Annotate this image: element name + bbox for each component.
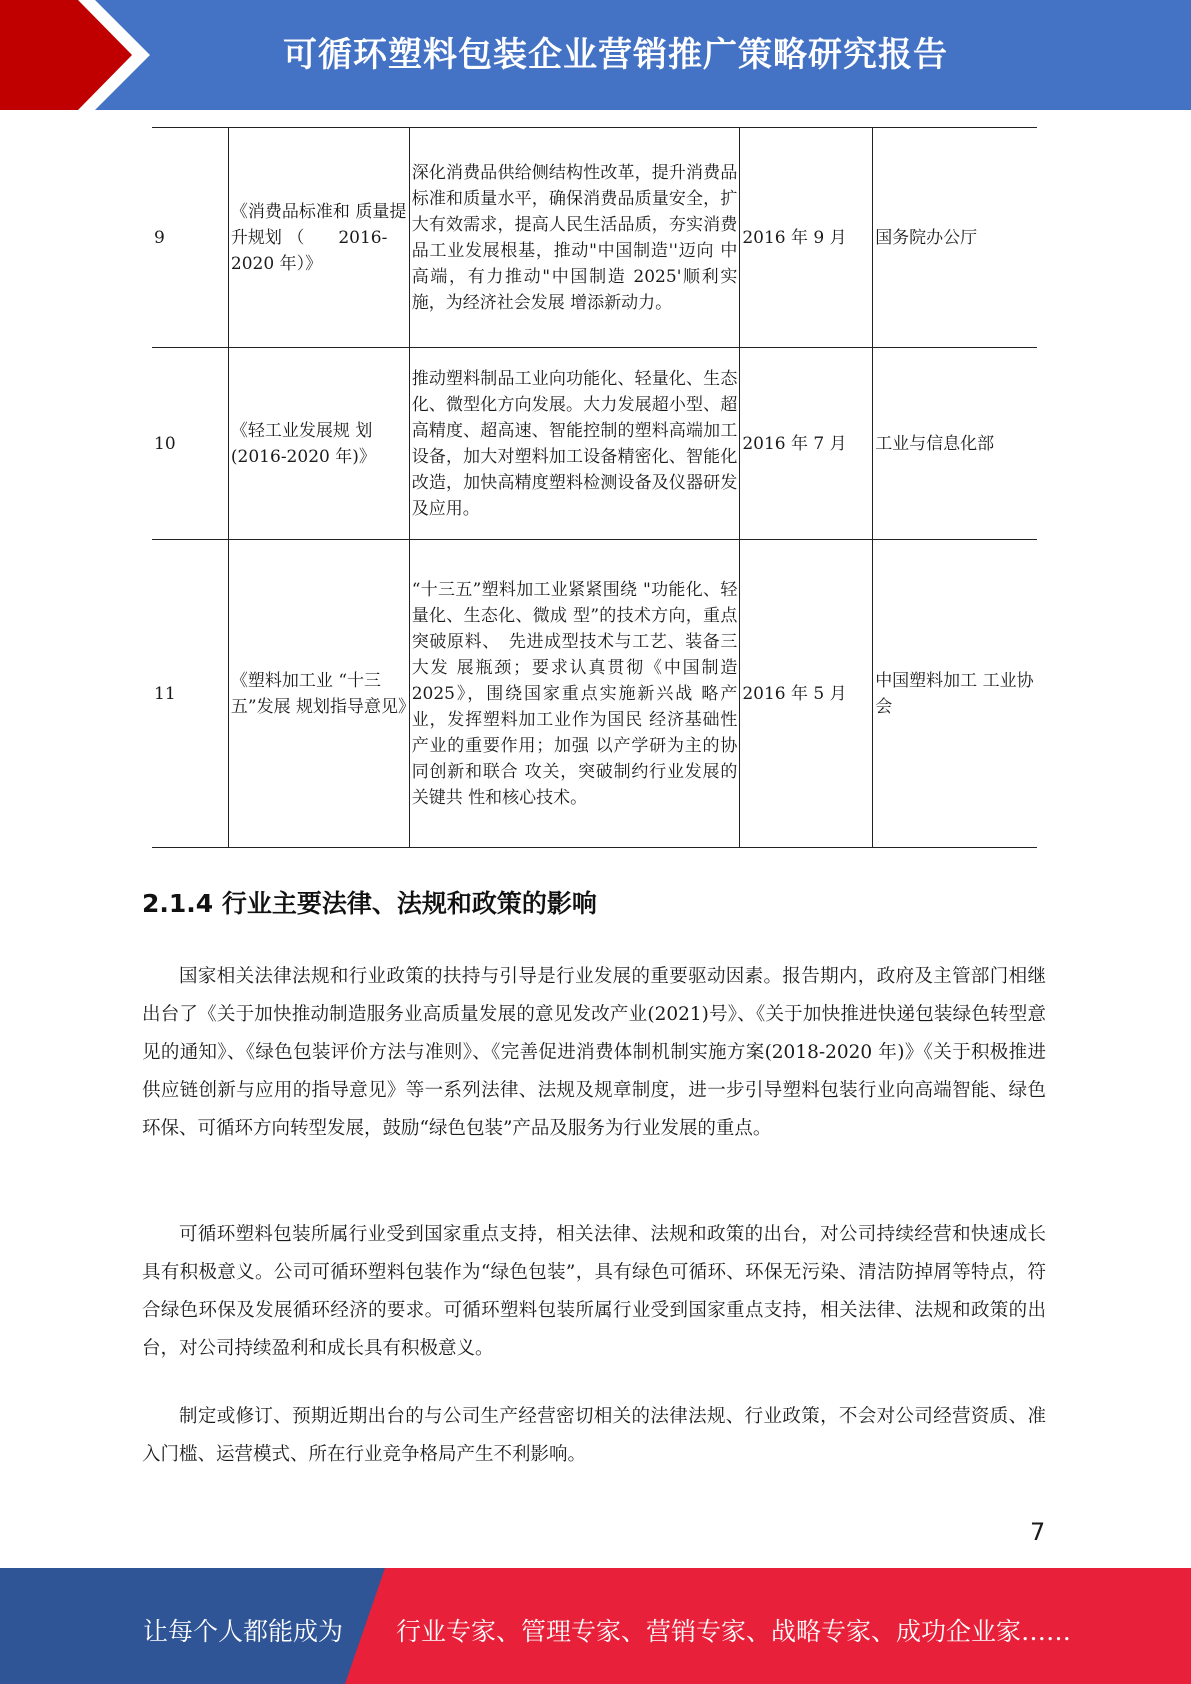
footer-slogan-left: 让每个人都能成为 [143,1617,344,1646]
policy-description: “十三五”塑料加工业紧紧围绕 "功能化、轻量化、生态化、微成 型”的技术方向，重点突破原料、 先进成型技术与工艺、装备三大发 展瓶颈；要求认真贯彻《中国制造 2025》，围绕国家重点实施新兴战 略产业，发挥塑料加工业作为国民 经济基础性产业的重要作用；加强 以产学研为主的协同创新和联合 攻关，突破制约行业发展的关键共 性和核心技术。 [409,540,740,848]
policy-name: 《轻工业发展规 划(2016-2020 年)》 [228,348,409,540]
page-number: 7 [1030,1518,1046,1546]
footer-slogan-right: 行业专家、管理专家、营销专家、战略专家、成功企业家…… [396,1617,1072,1646]
body-paragraph: 国家相关法律法规和行业政策的扶持与引导是行业发展的重要驱动因素。报告期内，政府及主管部门相继出台了《关于加快推动制造服务业高质量发展的意见发改产业(2021)号》、《关于加快推进快递包装绿色转型意见的通知》、《绿色包装评价方法与准则》、《完善促进消费体制机制实施方案(2018-2020 年)》《关于积极推进供应链创新与应用的指导意见》等一系列法律、法规及规章制度，进一步引导塑料包装行业向高端智能、绿色环保、可循环方向转型发展，鼓励“绿色包装”产品及服务为行业发展的重点。 [142,966,1046,1139]
row-number: 9 [152,128,228,348]
table-row [152,348,1037,540]
section-heading: 2.1.4 行业主要法律、法规和政策的影响 [142,889,597,918]
policy-name: 《塑料加工业 “十三五”发展 规划指导意见》 [228,540,409,848]
report-title: 可循环塑料包装企业营销推广策略研究报告 [283,35,948,75]
body-paragraph: 制定或修订、预期近期出台的与公司生产经营密切相关的法律法规、行业政策，不会对公司经营资质、准入门槛、运营模式、所在行业竞争格局产生不利影响。 [142,1406,1046,1465]
policy-issuer: 国务院办公厅 [873,128,1037,348]
policy-date: 2016 年 7 月 [740,348,873,540]
body-paragraph: 可循环塑料包装所属行业受到国家重点支持，相关法律、法规和政策的出台，对公司持续经营和快速成长具有积极意义。公司可循环塑料包装作为“绿色包装”，具有绿色可循环、环保无污染、清洁防掉屑等特点，符合绿色环保及发展循环经济的要求。可循环塑料包装所属行业受到国家重点支持，相关法律、法规和政策的出台，对公司持续盈利和成长具有积极意义。 [142,1224,1046,1359]
policy-table [152,127,1037,848]
policy-issuer: 工业与信息化部 [873,348,1037,540]
policy-issuer: 中国塑料加工 工业协会 [873,540,1037,848]
row-number: 11 [152,540,228,848]
policy-date: 2016 年 5 月 [740,540,873,848]
policy-description: 深化消费品供给侧结构性改革，提升消费品标准和质量水平，确保消费品质量安全，扩大有效需求，提高人民生活品质，夯实消费品工业发展根基，推动"中国制造''迈向 中高端，有力推动"中国制造 2025'顺利实施，为经济社会发展 增添新动力。 [409,128,740,348]
table-row [152,128,1037,348]
page-header [0,0,1191,110]
page-footer [0,1568,1191,1684]
policy-name: 《消费品标准和 质量提升规划 （ 2016-2020 年）》 [228,128,409,348]
table-row [152,540,1037,848]
row-number: 10 [152,348,228,540]
policy-date: 2016 年 9 月 [740,128,873,348]
policy-description: 推动塑料制品工业向功能化、轻量化、生态化、微型化方向发展。大力发展超小型、超高精度、超高速、智能控制的塑料高端加工设备，加大对塑料加工设备精密化、智能化改造，加快高精度塑料检测设备及仪器研发及应用。 [409,348,740,540]
